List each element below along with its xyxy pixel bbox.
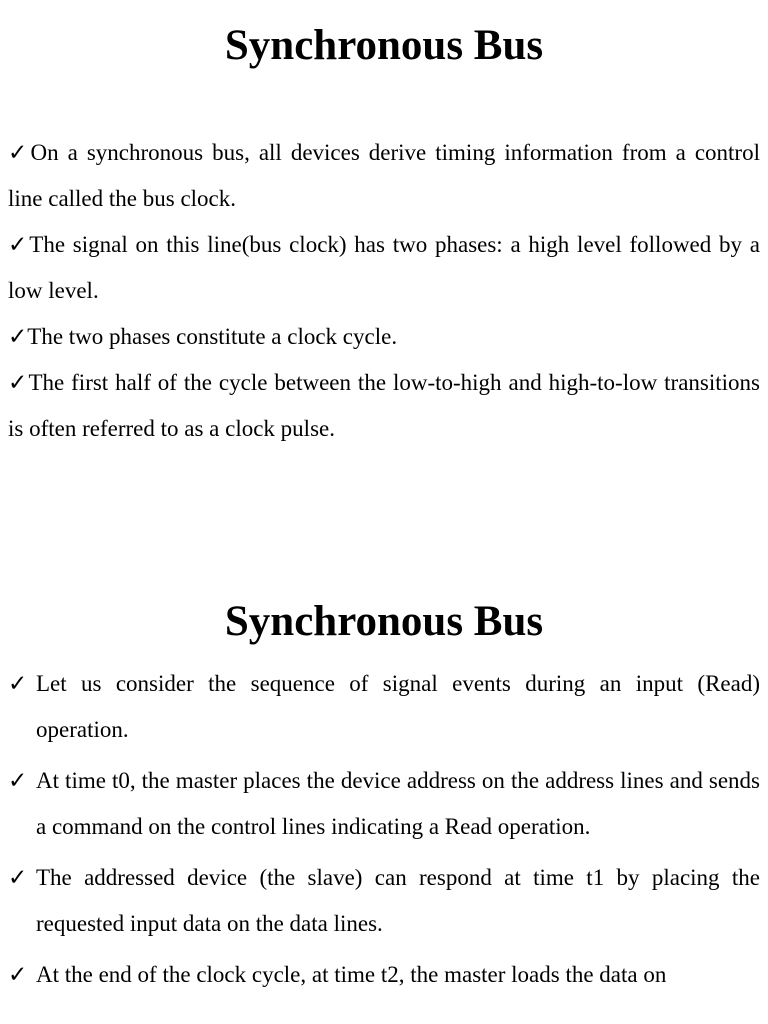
check-icon: ✓	[8, 232, 30, 257]
list-item	[8, 360, 760, 452]
check-icon: ✓	[8, 962, 28, 987]
bullet-list	[8, 661, 760, 1003]
check-icon: ✓	[8, 370, 29, 395]
bullet-text: Let us consider the sequence of signal events during an input (Read) operation.	[36, 671, 760, 742]
slide-1	[0, 0, 768, 470]
bullet-text: On a synchronous bus, all devices derive timing information from a control line called the bus clock.	[8, 140, 760, 211]
bullet-text: The first half of the cycle between the low-to-high and high-to-low transitions is often referred to as a clock pulse.	[8, 370, 760, 441]
bullet-text: The addressed device (the slave) can respond at time t1 by placing the requested input data on the data lines.	[36, 865, 760, 936]
slide-2	[0, 578, 768, 1024]
list-item	[8, 130, 760, 222]
check-icon: ✓	[8, 865, 28, 890]
bullet-text: The two phases constitute a clock cycle.	[27, 324, 398, 349]
bullet-list	[8, 130, 760, 452]
list-item	[8, 952, 760, 998]
slide-title: Synchronous Bus	[224, 22, 544, 69]
bullet-text: At time t0, the master places the device address on the address lines and sends a command on the control lines indicating a Read operation.	[36, 768, 760, 839]
list-item	[8, 758, 760, 850]
list-item	[8, 855, 760, 947]
check-icon: ✓	[8, 768, 28, 793]
slide-title: Synchronous Bus	[224, 598, 544, 645]
list-item	[8, 314, 760, 360]
check-icon: ✓	[8, 324, 28, 349]
check-icon: ✓	[8, 671, 28, 696]
list-item	[8, 661, 760, 753]
check-icon: ✓	[8, 140, 31, 165]
bullet-text: At the end of the clock cycle, at time t2, the master loads the data on	[36, 962, 667, 987]
list-item	[8, 222, 760, 314]
bullet-text: The signal on this line(bus clock) has two phases: a high level followed by a low level.	[8, 232, 760, 303]
